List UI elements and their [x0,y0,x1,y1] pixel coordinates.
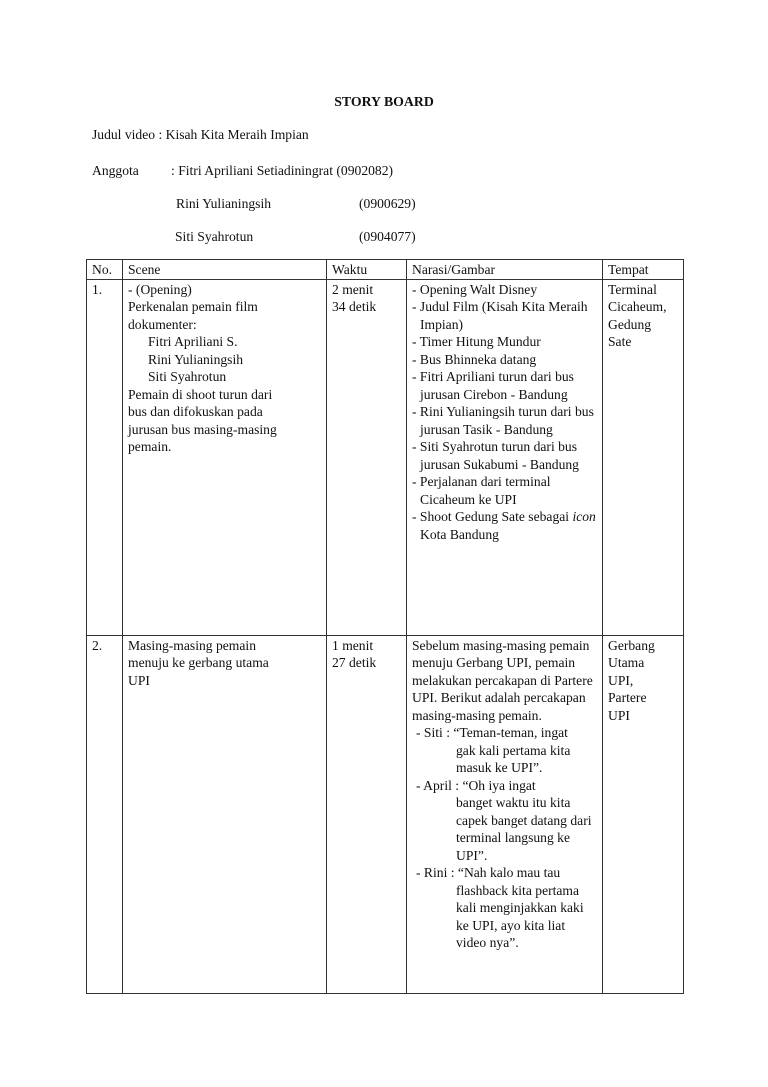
member-name: Fitri Apriliani Setiadiningrat [178,163,333,178]
scene-line: jurusan bus masing-masing [128,421,277,437]
waktu-line: 1 menit [332,637,374,653]
tempat-cell [603,279,684,635]
member-name: Siti Syahrotun [175,229,254,244]
table-header-row [87,260,684,280]
dialog-speaker: - Rini : “Nah kalo mau tau [416,865,561,880]
narasi-intro: Sebelum masing-masing pemain menuju Gerbang UPI, pemain melakukan percakapan di Partere UPI. Berikut adalah percakapan masing-masing pemain. [412,637,593,723]
scene-cast-name: Siti Syahrotun [148,369,227,384]
member-name: Rini Yulianingsih [176,196,272,211]
header-narasi: Narasi/Gambar [407,260,603,280]
waktu-line: 2 menit [332,281,374,297]
dialog-speaker: - April : “Oh iya ingat [416,777,536,793]
row-number: 2. [87,635,123,993]
table-row [87,635,684,993]
scene-line: - (Opening) [128,281,192,297]
tempat-line: Utama [608,655,645,670]
tempat-line: Sate [608,334,632,349]
narasi-item: - Judul Film (Kisah Kita Meraih Impian) [412,299,588,332]
waktu-cell [327,279,407,635]
header-no: No. [87,260,123,280]
anggota-separator: : [171,163,179,178]
scene-line: UPI [128,672,150,688]
scene-line: Perkenalan pemain film [128,299,258,314]
tempat-line: Partere [608,690,647,705]
judul-value: Kisah Kita Meraih Impian [165,127,309,142]
waktu-line: 27 detik [332,655,377,670]
member-id: (0904077) [359,229,416,244]
page-title: STORY BOARD [334,94,434,109]
tempat-line: UPI [608,707,630,723]
dialog-speaker: - Siti : “Teman-teman, ingat [416,725,568,740]
narasi-item [412,508,597,543]
storyboard-table [86,259,684,994]
narasi-item: - Timer Hitung Mundur [412,334,541,349]
narasi-item: - Rini Yulianingsih turun dari bus jurusan Tasik - Bandung [412,404,594,437]
scene-line: dokumenter: [128,316,197,332]
anggota-label: Anggota [92,163,139,178]
tempat-line: UPI, [608,672,634,688]
header-waktu: Waktu [327,260,407,280]
narasi-item: - Fitri Apriliani turun dari bus jurusan Cirebon - Bandung [412,369,574,402]
dialog-body: banget waktu itu kita capek banget datang dari terminal langsung ke UPI”. [456,795,592,863]
tempat-line: Terminal [608,281,657,297]
scene-line: menuju ke gerbang utama [128,655,269,670]
scene-line: Masing-masing pemain [128,637,256,653]
waktu-cell [327,635,407,993]
tempat-line: Gerbang [608,637,655,653]
scene-cell [123,635,327,993]
row-number: 1. [87,279,123,635]
scene-cast-name: Rini Yulianingsih [148,351,244,367]
judul-label: Judul video : [92,127,166,142]
tempat-line: Gedung [608,316,652,332]
narasi-item: - Opening Walt Disney [412,281,538,297]
scene-line: Pemain di shoot turun dari [128,386,273,402]
scene-cell [123,279,327,635]
narasi-text: - Shoot Gedung Sate sebagai [412,509,573,524]
narasi-item: - Siti Syahrotun turun dari bus jurusan Sukabumi - Bandung [412,439,579,472]
anggota-line [92,162,139,180]
waktu-line: 34 detik [332,299,377,314]
narasi-item: - Bus Bhinneka datang [412,351,537,367]
narasi-item: - Perjalanan dari terminal Cicaheum ke UPI [412,474,551,507]
dialog-body: flashback kita pertama kali menginjakkan kaki ke UPI, ayo kita liat video nya”. [456,882,584,950]
member-id: (0902082) [336,163,394,178]
narasi-cell [407,279,603,635]
scene-line: bus dan difokuskan pada [128,404,263,419]
scene-cast-name: Fitri Apriliani S. [148,334,238,349]
tempat-line: Cicaheum, [608,299,667,314]
narasi-text: Kota Bandung [420,526,499,542]
narasi-italic-text: icon [572,509,596,524]
narasi-cell [407,635,603,993]
tempat-cell [603,635,684,993]
member-id: (0900629) [359,196,416,211]
judul-line [92,126,309,144]
header-tempat: Tempat [603,260,684,280]
anggota-first-member [171,162,393,180]
header-scene: Scene [123,260,327,280]
dialog-body: gak kali pertama kita masuk ke UPI”. [456,742,571,775]
table-row [87,279,684,635]
scene-line: pemain. [128,439,172,454]
